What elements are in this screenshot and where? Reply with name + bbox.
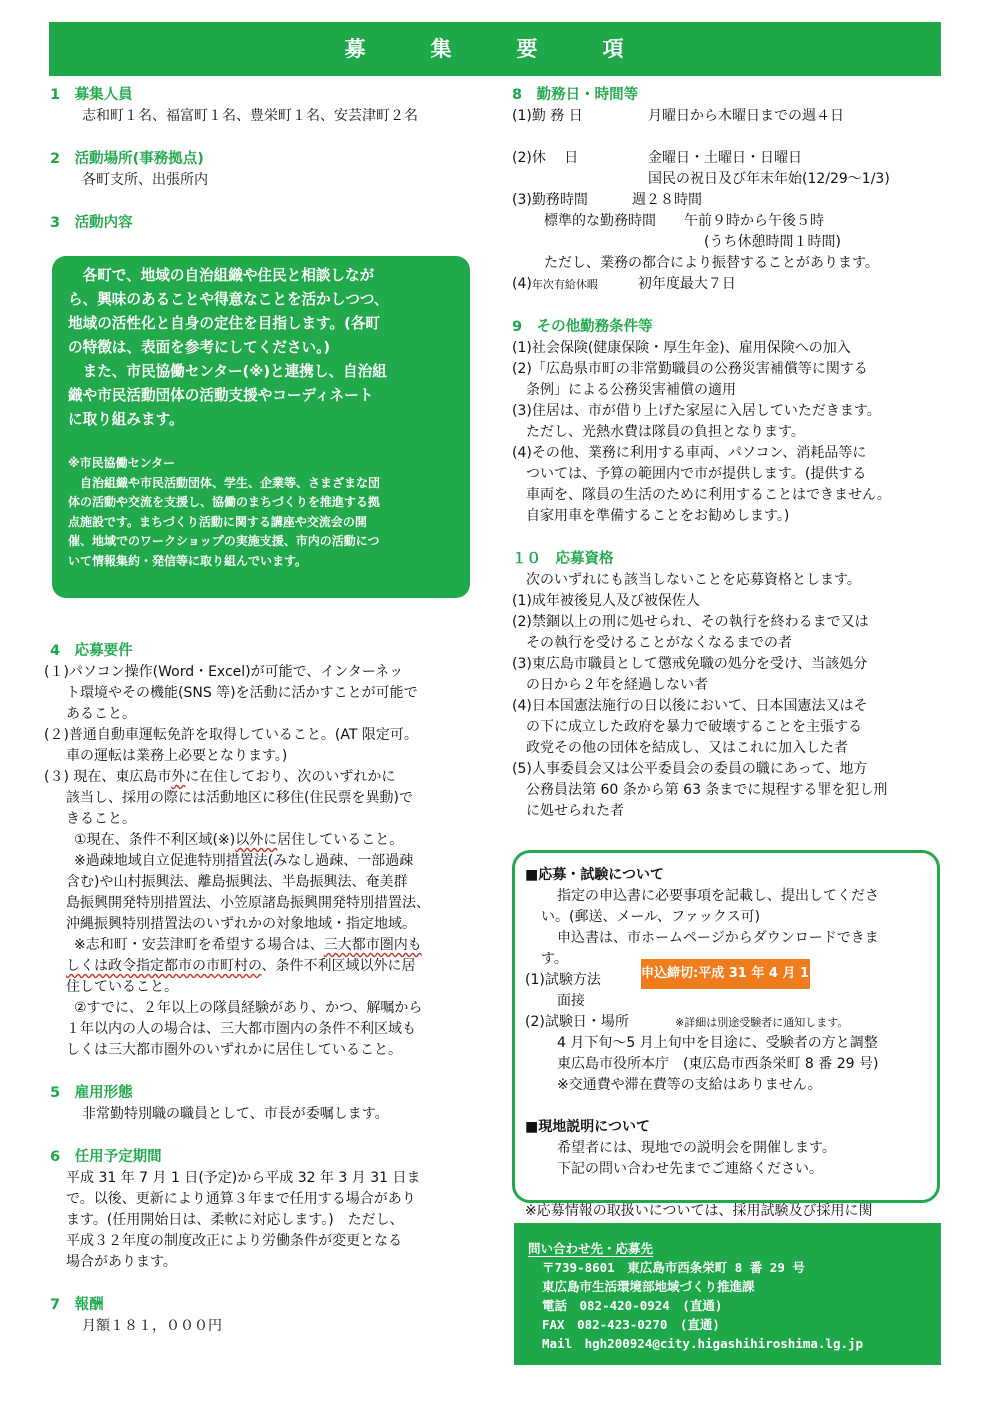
req-line: (２)普通自動車運転免許を取得していること。(AT 限定可。 [44,727,418,743]
req-line: しくは三大都市圏外のいずれかに居住していること。 [66,1042,402,1058]
paid-leave [512,274,952,295]
activity-line: の特徴は、表面を参考にしてください。) [68,339,331,356]
application-line: い。(郵送、メール、ファックス可) [541,909,761,925]
req-line: (１)パソコン操作(Word・Excel)が可能で、インターネッ [44,664,404,680]
req-line: １年以内の人の場合は、三大都市圏内の条件不利区域も [66,1021,416,1037]
contact-email: Mail hgh200924@city.higashihiroshima.lg.jp [542,1336,864,1351]
req-line [50,935,492,956]
activity-line: に取り組みます。 [68,411,184,428]
holidays-value-2: 国民の祝日及び年末年始(12/29～1/3) [648,171,890,187]
section-8-heading: 8 勤務日・時間等 [512,87,639,103]
condition-line: (4)その他、業務に利用する車両、パソコン、消耗品等に [512,445,867,461]
eligibility-line: 次のいずれにも該当しないことを応募資格とします。 [512,572,861,588]
eligibility-line: (1)成年被後見人及び被保佐人 [512,593,700,609]
application-heading: ■応募・試験について [525,867,664,883]
center-note-line: 自治組織や市民活動団体、学生、企業等、さまざまな団 [68,475,381,490]
salary: 月額１８１，０００円 [82,1318,222,1334]
recruit-count: 志和町１名、福富町１名、豊栄町１名、安芸津町２名 [82,108,418,124]
contact-fax: FAX 082-423-0270 (直通) [542,1317,720,1332]
section-7-heading: 7 報酬 [50,1297,104,1313]
break-time: (うち休憩時間１時間) [704,234,841,250]
application-line: す。 [541,951,568,967]
contact-address: 〒739-8601 東広島市西条栄町 8 番 29 号 [542,1260,805,1275]
section-1-heading: 1 募集人員 [50,87,133,103]
exam-date-line: 東広島市役所本庁 (東広島市西条栄町 8 番 29 号) [557,1056,879,1072]
exam-method: (1)試験方法 [525,972,601,988]
hours-note: ただし、業務の都合により振替することがあります。 [544,255,879,271]
req-line: 該当し、採用の際には活動地区に移住(住民票を異動)で [66,790,413,806]
activity-line: 織や市民活動団体の活動支援やコーディネート [68,387,374,404]
application-line: 指定の申込書に必要事項を記載し、提出してくださ [557,888,879,904]
req-line: 島振興開発特別措置法、小笠原諸島振興開発特別措置法、 [66,895,430,911]
condition-line: (3)住居は、市が借り上げた家屋に入居していただきます。 [512,403,881,419]
eligibility-line: の日から２年を経過しない者 [512,677,708,693]
activity-line: また、市民協働センター(※)と連携し、自治組 [68,363,387,380]
center-note-line: 体の活動や交流を支援し、協働のまちづくりを推進する拠 [68,495,380,509]
holidays-value: 金曜日・土曜日・日曜日 [648,150,802,166]
req-emphasis: 外 [171,769,186,785]
section-4-heading: 4 応募要件 [50,643,133,659]
center-note-title: ※市民協働センター [68,456,176,470]
section-5-heading: 5 雇用形態 [50,1085,133,1101]
deadline-badge: 申込締切:平成 31 年 4 月 12 日(金) [641,959,810,989]
exam-date-note: ※詳細は別途受験者に通知します。 [675,1016,849,1029]
employment-type: 非常勤特別職の職員として、市長が委嘱します。 [82,1106,389,1122]
req-line: 住していること。 [66,979,178,995]
req-line [50,956,492,977]
contact-box [514,1223,941,1365]
exam-date-line: 4 月下旬～5 月上旬中を目途に、受験者の方と調整 [557,1035,878,1051]
term-line: で。以後、更新により通算３年まで任用する場合があり [66,1191,416,1207]
eligibility-line: その執行を受けることがなくなるまでの者 [512,635,792,651]
eligibility-line: (2)禁錮以上の刑に処せられ、その執行を終わるまで又は [512,614,869,630]
section-10-heading: １０ 応募資格 [512,551,614,567]
local-briefing-line: 希望者には、現地での説明会を開催します。 [557,1140,836,1156]
right-column [512,84,952,822]
application-line: 申込書は、市ホームページからダウンロードできま [557,930,879,946]
work-days-value: 月曜日から木曜日までの週４日 [648,108,844,124]
activity-box [52,256,470,598]
standard-hours-value: 午前９時から午後５時 [684,213,824,229]
req-line: 含む)や山村振興法、離島振興法、半島振興法、奄美群 [66,874,408,890]
section-2-heading: 2 活動場所(事務拠点) [50,151,204,167]
page-title: 募 集 要 項 [49,22,941,76]
standard-hours-label: 標準的な勤務時間 [544,213,656,229]
exam-method-value: 面接 [557,993,585,1009]
contact-heading: 問い合わせ先・応募先 [528,1241,654,1256]
term-line: 場合があります。 [66,1254,177,1270]
center-note-line: 点施設です。まちづくり活動に関する講座や交流会の開 [68,514,367,529]
req-emphasis: 以外に [235,832,278,848]
contact-department: 東広島市生活環境部地域づくり推進課 [542,1279,755,1294]
section-6-heading: 6 任用予定期間 [50,1149,162,1165]
paid-leave-value: 初年度最大７日 [637,276,736,292]
req-emphasis: 三大都市圏内も [323,937,422,953]
eligibility-line: (4)日本国憲法施行の日以後において、日本国憲法又はそ [512,698,868,714]
activity-line: ら、興味のあることや得意なことを活かしつつ、 [68,291,389,308]
paid-leave-label: 年次有給休暇 [531,278,598,291]
req-text: (３) 現在、東広島市 [44,769,172,785]
condition-line: 条例」による公務災害補償の適用 [512,382,736,398]
req-line: きること。 [66,811,136,827]
req-line: 車の運転は業務上必要となります。) [66,748,288,764]
eligibility-line: (3)東広島市職員として懲戒免職の処分を受け、当該処分 [512,656,868,672]
eligibility-line: 公務員法第 60 条から第 63 条までに規程する罪を犯し刑 [512,782,888,798]
eligibility-line: (5)人事委員会又は公平委員会の委員の職にあって、地方 [512,761,868,777]
section-3-heading: 3 活動内容 [50,215,133,231]
work-hours-label: (3)勤務時間 [512,192,588,208]
term-line: ます。(任用開始日は、柔軟に対応します。) ただし、 [66,1212,404,1228]
req-line [44,767,492,788]
eligibility-line: に処せられた者 [512,803,624,819]
eligibility-line: の下に成立した政府を暴力で破壊することを主張する [512,719,862,735]
req-text: に在住しており、次のいずれかに [185,769,396,785]
req-line: ②すでに、２年以上の隊員経験があり、かつ、解嘱から [74,1000,423,1016]
req-line: ※過疎地域自立促進特別措置法(みなし過疎、一部過疎 [74,853,414,869]
exam-date-line: ※交通費や滞在費等の支給はありません。 [557,1077,822,1093]
req-text: ※志和町・安芸津町を希望する場合は、 [74,937,324,953]
standard-hours [512,211,952,232]
condition-line: 自家用車を準備することをお勧めします。) [512,508,790,524]
condition-line: 車両を、隊員の生活のために利用することはできません。 [512,487,891,503]
condition-line: ついては、予算の範囲内で市が提供します。(提供する [512,466,867,482]
exam-date-label: (2)試験日・場所 [525,1014,629,1030]
paid-leave-prefix: (4) [512,276,532,292]
req-emphasis: しくは政令指定都市の市町村の [66,958,262,974]
req-text: 居住していること。 [277,832,404,848]
work-days-label: (1)勤 務 日 [512,108,583,124]
req-text: 、条件不利区域以外に居 [261,958,416,974]
section-9-heading: 9 その他勤務条件等 [512,319,653,335]
work-days [512,106,952,127]
left-column [50,84,492,234]
work-location: 各町支所、出張所内 [82,172,208,188]
condition-line: ただし、光熱水費は隊員の負担となります。 [512,424,805,440]
left-column-lower [44,640,492,1337]
holidays [512,148,952,169]
application-box [512,850,940,1219]
condition-line: (1)社会保険(健康保険・厚生年金)、雇用保険への加入 [512,340,851,356]
req-line: 沖縄振興特別措置法のいずれかの対象地域・指定地域。 [66,916,416,932]
local-briefing-heading: ■現地説明について [525,1119,650,1135]
term-line: 平成３２年度の制度改正により労働条件が変更となる [66,1233,402,1249]
exam-date [525,1012,927,1033]
center-note-line: いて情報集約・発信等に取り組んでいます。 [68,553,308,568]
center-note-line: 催、地域でのワークショップの実施支援、市内の活動につ [68,534,380,548]
contact-phone: 電話 082-420-0924 (直通) [542,1298,723,1313]
holidays-label: (2)休 日 [512,150,579,166]
local-briefing-line: 下記の問い合わせ先までご連絡ください。 [557,1161,823,1177]
activity-line: 地域の活性化と自身の定住を目指します。(各町 [68,315,380,332]
req-line: あること。 [66,706,136,722]
req-line: ト環境やその機能(SNS 等)を活動に活かすことが可能で [66,685,418,701]
work-hours [512,190,952,211]
privacy-line: ※応募情報の取扱いについては、採用試験及び採用に関 [525,1203,873,1219]
req-line [50,830,492,851]
term-line: 平成 31 年 7 月 1 日(予定)から平成 32 年 3 月 31 日ま [66,1170,421,1186]
condition-line: (2)「広島県市町の非常勤職員の公務災害補償等に関する [512,361,868,377]
work-hours-value: 週２８時間 [632,192,702,208]
eligibility-line: 政党その他の団体を結成し、又はこれに加入した者 [512,740,848,756]
req-text: ①現在、条件不利区域(※) [74,832,236,848]
activity-line: 各町で、地域の自治組織や住民と相談しなが [68,267,375,284]
